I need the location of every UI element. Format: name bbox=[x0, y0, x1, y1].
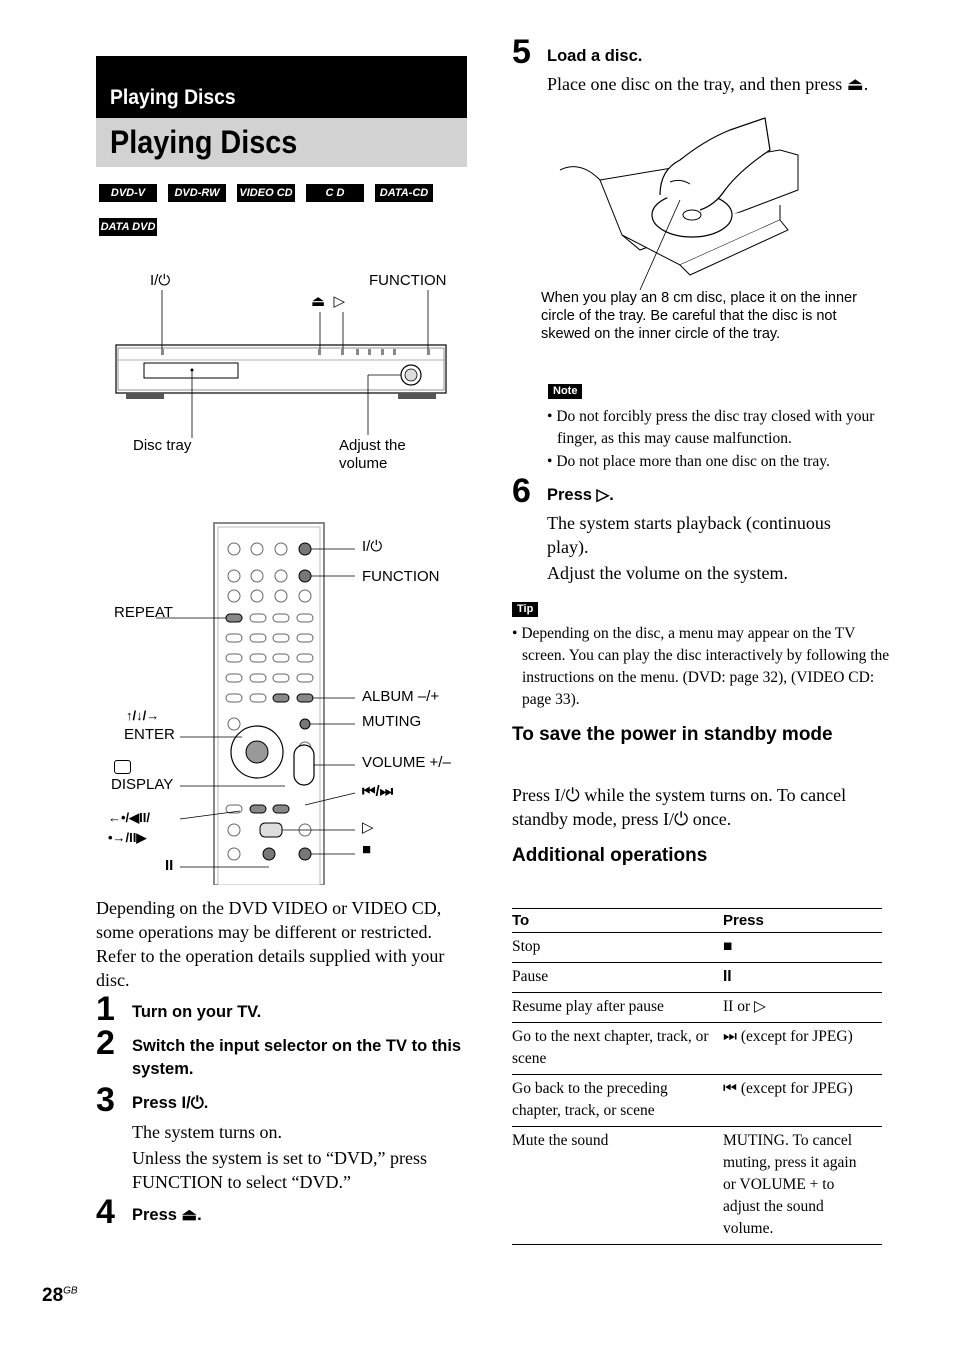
step-5-heading: Load a disc. bbox=[547, 47, 643, 65]
step-3-body-2: Unless the system is set to “DVD,” press FUNCTION to select “DVD.” bbox=[132, 1148, 427, 1192]
step-4-number: 4 bbox=[96, 1193, 115, 1231]
standby-heading: To save the power in standby mode bbox=[512, 724, 833, 745]
step-6-heading: Press ▷. bbox=[547, 486, 614, 504]
table-cell-to: Go to the next chapter, track, or scene bbox=[512, 1023, 723, 1075]
table-cell-to: Mute the sound bbox=[512, 1127, 723, 1245]
badge-video-cd: VIDEO CD bbox=[237, 184, 295, 202]
page-title: Playing Discs bbox=[110, 124, 298, 160]
remote-stop-label: ■ bbox=[362, 841, 372, 858]
table-row bbox=[512, 1075, 882, 1127]
note-item-2: • Do not place more than one disc on the tray. bbox=[547, 453, 830, 470]
front-eject-play-label: ⏏ ▷ bbox=[311, 293, 346, 310]
table-cell-press: ■ bbox=[723, 933, 882, 963]
column-header-press: Press bbox=[723, 909, 882, 933]
display-icon bbox=[114, 760, 131, 774]
remote-play-label: ▷ bbox=[362, 819, 374, 836]
standby-text: Press I/⏻ while the system turns on. To cancel standby mode, press I/⏻ once. bbox=[512, 785, 847, 829]
remote-arrows-label: ↑/↓/→ bbox=[126, 708, 160, 723]
badge-data-cd: DATA-CD bbox=[375, 184, 433, 202]
intro-paragraph: Depending on the DVD VIDEO or VIDEO CD, some operations may be different or restricted. Refer to the operation details supplied with your disc. bbox=[96, 898, 445, 990]
front-power-label: I/⏻ bbox=[150, 272, 171, 289]
step-6-body-1: The system starts playback (continuous play). bbox=[547, 513, 831, 557]
step-1-number: 1 bbox=[96, 990, 115, 1028]
remote-prev-next-label: ⏮/⏭ bbox=[362, 783, 394, 800]
badge-cd: C D bbox=[306, 184, 364, 202]
remote-function-label: FUNCTION bbox=[362, 568, 440, 585]
additional-heading: Additional operations bbox=[512, 845, 708, 866]
front-function-label: FUNCTION bbox=[369, 272, 447, 289]
step-5-number: 5 bbox=[512, 33, 531, 71]
disc-tray-label: Disc tray bbox=[133, 437, 192, 454]
table-cell-to: Stop bbox=[512, 933, 723, 963]
step-3-heading: Press I/⏻. bbox=[132, 1094, 209, 1112]
step-2-heading: Switch the input selector on the TV to this system. bbox=[132, 1037, 462, 1078]
table-row bbox=[512, 933, 882, 963]
remote-enter-label: ENTER bbox=[124, 726, 175, 743]
column-header-to: To bbox=[512, 909, 723, 933]
operations-table bbox=[512, 908, 882, 1245]
table-cell-to: Resume play after pause bbox=[512, 993, 723, 1023]
step-3-number: 3 bbox=[96, 1081, 115, 1119]
remote-power-label: I/⏻ bbox=[362, 538, 383, 555]
page-number: $28^{GB}$ bbox=[42, 1285, 78, 1306]
table-row bbox=[512, 1023, 882, 1075]
badge-data-dvd: DATA DVD bbox=[99, 218, 157, 236]
step-5-body: Place one disc on the tray, and then press ⏏. bbox=[547, 74, 869, 94]
step-2-number: 2 bbox=[96, 1024, 115, 1062]
remote-album-label: ALBUM –/+ bbox=[362, 688, 440, 705]
note-item-1: • Do not forcibly press the disc tray closed with your finger, as this may cause malfunction. bbox=[547, 408, 875, 447]
step-6-body-2: Adjust the volume on the system. bbox=[547, 563, 788, 583]
remote-repeat-label: REPEAT bbox=[114, 604, 173, 621]
table-row bbox=[512, 963, 882, 993]
section-label: Playing Discs bbox=[110, 86, 236, 109]
table-cell-press: ⏮ (except for JPEG) bbox=[723, 1075, 882, 1127]
table-cell-press: ⏭ (except for JPEG) bbox=[723, 1023, 882, 1075]
step-3-body-1: The system turns on. bbox=[132, 1122, 282, 1142]
badge-dvd-rw: DVD-RW bbox=[168, 184, 226, 202]
adjust-volume-label: Adjust the volume bbox=[339, 437, 406, 472]
table-cell-press: II bbox=[723, 963, 882, 993]
remote-replay-label-1: ←•/◀II/ bbox=[108, 810, 150, 825]
title-bar bbox=[96, 118, 467, 167]
table-row bbox=[512, 993, 882, 1023]
remote-pause-label: II bbox=[165, 857, 174, 874]
badge-dvd-v: DVD-V bbox=[99, 184, 157, 202]
tip-badge: Tip bbox=[512, 602, 538, 617]
table-cell-to: Pause bbox=[512, 963, 723, 993]
step-4-heading: Press ⏏. bbox=[132, 1206, 202, 1224]
disc-caption: When you play an 8 cm disc, place it on the inner circle of the tray. Be careful that the disc is not skewed on the inner circle of the tray. bbox=[541, 290, 857, 342]
table-cell-to: Go back to the preceding chapter, track, or scene bbox=[512, 1075, 723, 1127]
note-badge: Note bbox=[548, 384, 582, 399]
table-row bbox=[512, 1127, 882, 1245]
remote-muting-label: MUTING bbox=[362, 713, 422, 730]
remote-display-label: DISPLAY bbox=[111, 776, 174, 793]
section-header-bar bbox=[96, 56, 467, 118]
table-header-row bbox=[512, 909, 882, 933]
table-cell-press: MUTING. To cancel muting, press it again or VOLUME + to adjust the sound volume. bbox=[723, 1127, 882, 1245]
table-cell-press: II or ▷ bbox=[723, 993, 882, 1023]
step-6-number: 6 bbox=[512, 472, 531, 510]
disc-loading-illustration bbox=[540, 110, 810, 290]
remote-replay-label-2: •→/II▶ bbox=[108, 830, 147, 845]
step-1-heading: Turn on your TV. bbox=[132, 1003, 262, 1021]
tip-item-1: • Depending on the disc, a menu may appear on the TV screen. You can play the disc interactively by following the instructions on the menu. (DVD: page 32), (VIDEO CD: page 33). bbox=[512, 625, 890, 708]
remote-volume-label: VOLUME +/– bbox=[362, 754, 451, 771]
